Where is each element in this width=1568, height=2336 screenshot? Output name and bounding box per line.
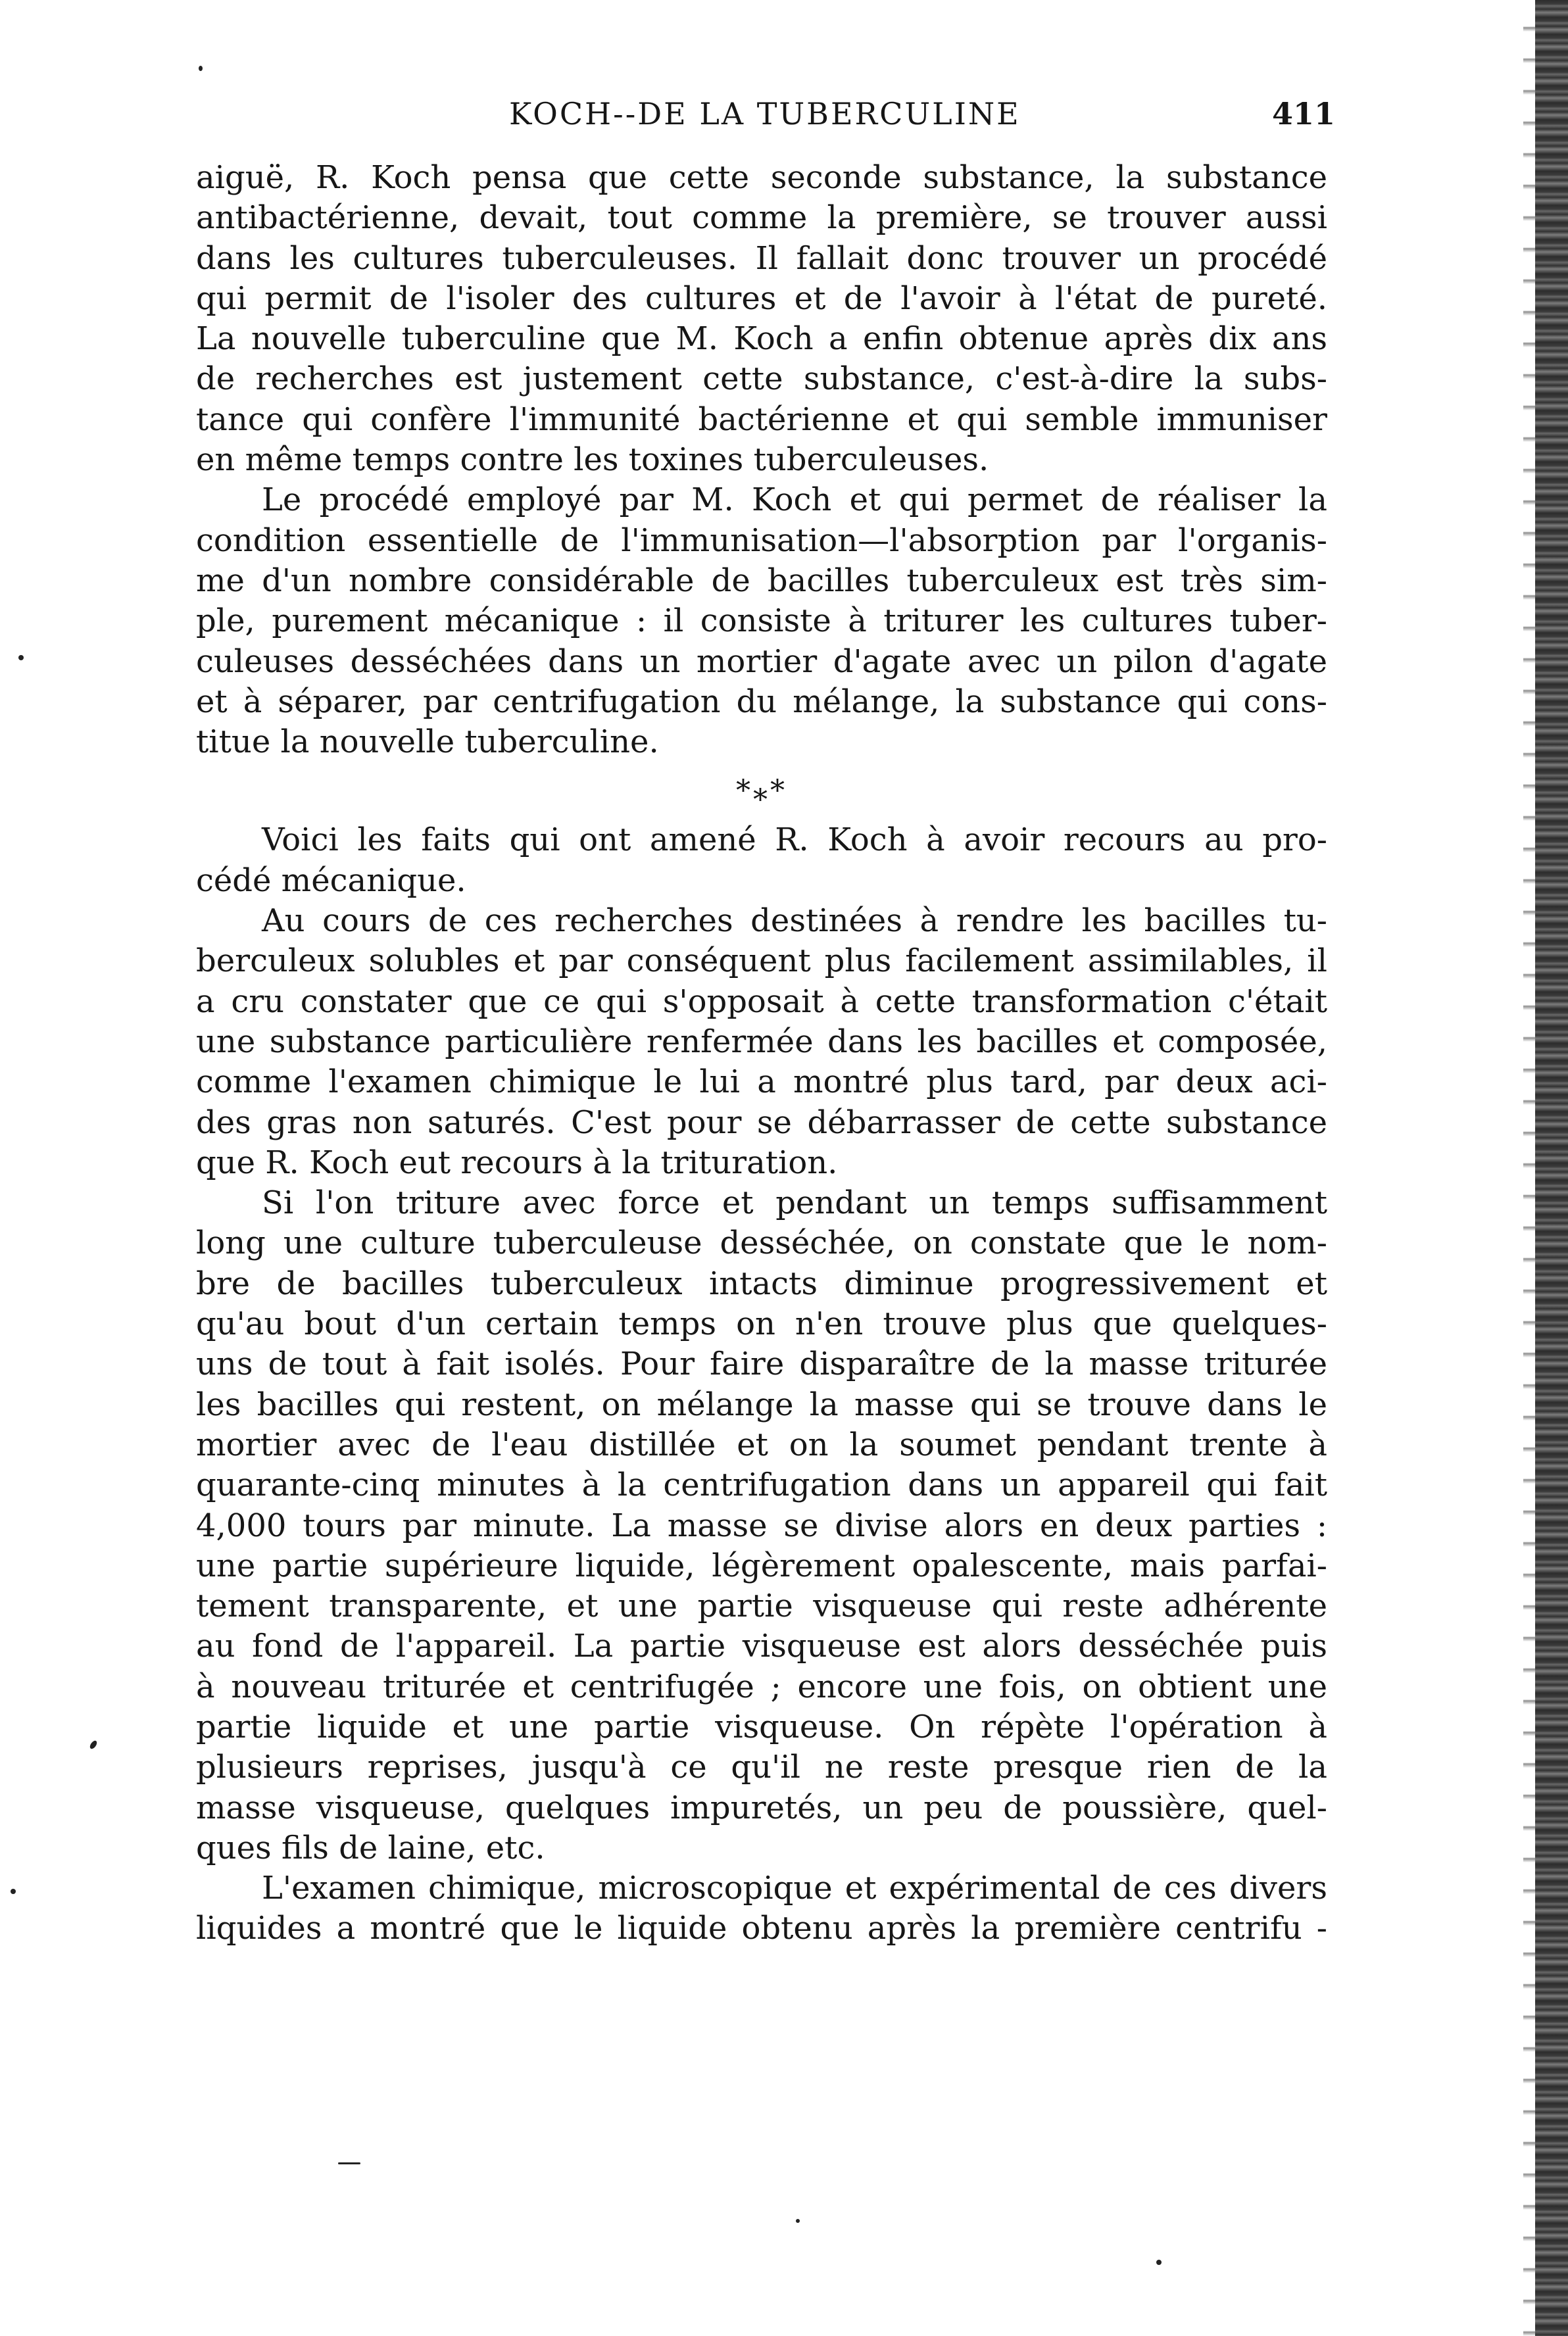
text-line: une substance particulière renfermée dans les bacilles et composée, <box>196 1023 1327 1060</box>
text-line: les bacilles qui restent, on mélange la masse qui se trouve dans le <box>196 1386 1327 1423</box>
text-line: me d'un nombre considérable de bacilles tuberculeux est très sim- <box>196 562 1327 599</box>
scan-edge-shadow <box>1523 0 1535 2336</box>
page-header <box>188 91 1335 137</box>
text-line: cédé mécanique. <box>196 862 466 899</box>
scan-speck <box>11 1889 16 1894</box>
text-line: ple, purement mécanique : il consiste à triturer les cultures tuber- <box>196 602 1327 640</box>
text-line: en même temps contre les toxines tuberculeuses. <box>196 441 989 479</box>
text-line: des gras non saturés. C'est pour se débarrasser de cette substance <box>196 1104 1327 1141</box>
text-line: Au cours de ces recherches destinées à rendre les bacilles tu- <box>262 902 1327 940</box>
text-line: comme l'examen chimique le lui a montré plus tard, par deux aci- <box>196 1063 1327 1101</box>
scan-speck <box>199 66 203 71</box>
scan-speck <box>1156 2260 1162 2265</box>
text-line: aiguë, R. Koch pensa que cette seconde substance, la substance <box>196 159 1327 196</box>
scan-edge-binding <box>1535 0 1568 2336</box>
text-line: titue la nouvelle tuberculine. <box>196 723 659 761</box>
text-line: au fond de l'appareil. La partie visqueuse est alors desséchée puis <box>196 1628 1327 1665</box>
text-line: liquides a montré que le liquide obtenu après la première centrifu - <box>196 1910 1327 1947</box>
scan-speck <box>89 1740 99 1750</box>
text-line: bre de bacilles tuberculeux intacts diminue progressivement et <box>196 1265 1327 1302</box>
text-line: L'examen chimique, microscopique et expérimental de ces divers <box>262 1870 1327 1907</box>
body-text <box>196 158 1327 1949</box>
text-line: plusieurs reprises, jusqu'à ce qu'il ne reste presque rien de la <box>196 1749 1327 1786</box>
text-line: Le procédé employé par M. Koch et qui permet de réaliser la <box>262 481 1327 519</box>
text-line: de recherches est justement cette substance, c'est-à-dire la subs- <box>196 360 1327 398</box>
text-line: et à séparer, par centrifugation du mélange, la substance qui cons- <box>196 683 1327 720</box>
text-line: long une culture tuberculeuse desséchée, on constate que le nom- <box>196 1225 1327 1262</box>
text-line: tance qui confère l'immunité bactérienne et qui semble immuniser <box>196 401 1327 438</box>
text-line: a cru constater que ce qui s'opposait à cette transformation c'était <box>196 983 1327 1020</box>
section-break-asterism: *⁎* <box>736 774 787 808</box>
text-line: ques fils de laine, etc. <box>196 1829 545 1866</box>
text-line: qui permit de l'isoler des cultures et de l'avoir à l'état de pureté. <box>196 280 1327 317</box>
text-line: tement transparente, et une partie visqueuse qui reste adhérente <box>196 1588 1327 1625</box>
running-head: KOCH--DE LA TUBERCULINE <box>509 96 1021 132</box>
text-line: Si l'on triture avec force et pendant un temps suffisamment <box>262 1184 1327 1222</box>
scan-speck <box>338 2162 360 2164</box>
text-line: antibactérienne, devait, tout comme la première, se trouver aussi <box>196 199 1327 237</box>
text-line: à nouveau triturée et centrifugée ; encore une fois, on obtient une <box>196 1668 1327 1705</box>
text-line: Voici les faits qui ont amené R. Koch à avoir recours au pro- <box>262 821 1327 859</box>
text-line: partie liquide et une partie visqueuse. On répète l'opération à <box>196 1708 1327 1745</box>
scan-speck <box>796 2219 800 2223</box>
page-number: 411 <box>1271 96 1335 132</box>
text-line: La nouvelle tuberculine que M. Koch a enfin obtenue après dix ans <box>196 320 1327 358</box>
text-line: culeuses desséchées dans un mortier d'agate avec un pilon d'agate <box>196 643 1327 680</box>
text-line: 4,000 tours par minute. La masse se divise alors en deux parties : <box>196 1507 1327 1544</box>
text-line: qu'au bout d'un certain temps on n'en trouve plus que quelques- <box>196 1305 1327 1343</box>
text-line: berculeux solubles et par conséquent plus facilement assimilables, il <box>196 942 1327 980</box>
text-line: masse visqueuse, quelques impuretés, un peu de poussière, quel- <box>196 1789 1327 1826</box>
text-line: mortier avec de l'eau distillée et on la soumet pendant trente à <box>196 1426 1327 1463</box>
text-line: quarante-cinq minutes à la centrifugation dans un appareil qui fait <box>196 1467 1327 1504</box>
text-line: uns de tout à fait isolés. Pour faire disparaître de la masse triturée <box>196 1346 1327 1383</box>
text-line: une partie supérieure liquide, légèrement opalescente, mais parfai- <box>196 1547 1327 1584</box>
text-line: dans les cultures tuberculeuses. Il fallait donc trouver un procédé <box>196 239 1327 277</box>
text-line: que R. Koch eut recours à la trituration. <box>196 1144 838 1181</box>
scan-speck <box>18 655 24 660</box>
text-line: condition essentielle de l'immunisation—l'absorption par l'organis- <box>196 522 1327 559</box>
